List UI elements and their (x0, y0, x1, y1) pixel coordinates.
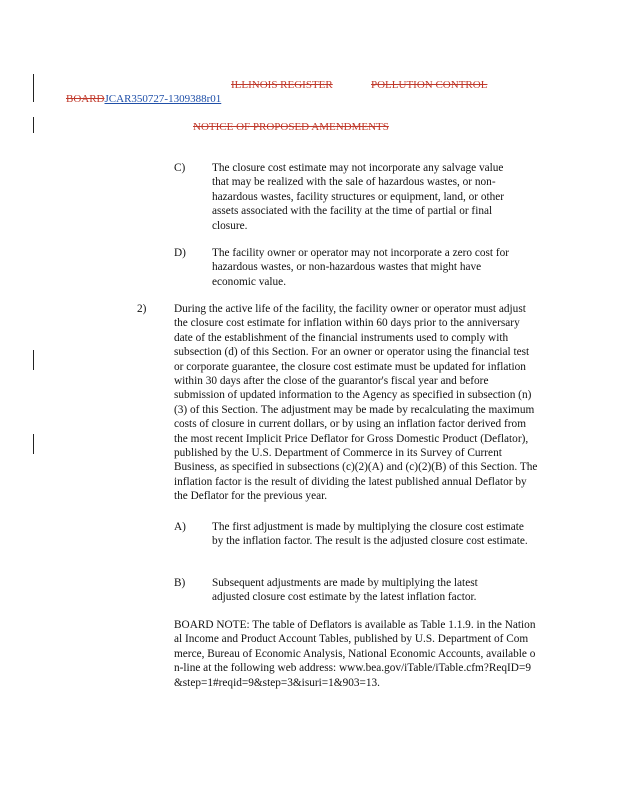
notice-title: NOTICE OF PROPOSED AMENDMENTS (193, 121, 389, 133)
change-bar (33, 117, 34, 133)
board-deleted-text: BOARD (66, 93, 105, 105)
paragraph-2-label: 2) (137, 303, 147, 315)
item-b-label: B) (174, 577, 186, 589)
item-a-text: The first adjustment is made by multiplying the closure cost estimate by the inflation factor. The result is the adjusted closure cost estimate. (212, 521, 528, 548)
item-d-label: D) (174, 247, 186, 259)
register-header (231, 79, 333, 91)
document-id-line (66, 93, 221, 105)
change-bar (33, 74, 34, 102)
jcar-inserted-text: JCAR350727-1309388r01 (104, 93, 222, 105)
illinois-register-title: ILLINOIS REGISTER (231, 79, 333, 91)
item-d-text: The facility owner or operator may not incorporate a zero cost for hazardous wastes, or non-hazardous wastes that might have economic value. (212, 247, 510, 288)
change-bar (33, 434, 34, 454)
item-a-label: A) (174, 521, 186, 533)
item-c-label: C) (174, 162, 186, 174)
notice-heading (193, 121, 389, 133)
board-note: BOARD NOTE: The table of Deflators is available as Table 1.1.9. in the National Income and Product Account Tables, published by U.S. Department of Commerce, Bureau of Economic Analysis, National Economic Accounts, available on-line at the following web address: www.bea.gov/iTable/iTable.cfm?ReqID=9&step=1#reqid=9&step=3&isuri=1&903=13. (174, 619, 536, 689)
item-c-text: The closure cost estimate may not incorporate any salvage value that may be realized with the sale of hazardous wastes, or non-hazardous wastes, facility structures or equipment, land, or other assets associated with the facility at the time of partial or final closure. (212, 162, 505, 232)
agency-header (371, 79, 487, 91)
paragraph-2-text: During the active life of the facility, the facility owner or operator must adjust the closure cost estimate for inflation within 60 days prior to the anniversary date of the establishment of the financial instruments used to comply with subsection (d) of this Section. For an owner or operator using the financial test or corporate guarantee, the closure cost estimate must be updated for inflation within 30 days after the close of the guarantor's fiscal year and before submission of updated information to the Agency as specified in subsection (n)(3) of this Section. The adjustment may be made by recalculating the maximum costs of closure in current dollars, or by using an inflation factor derived from the most recent Implicit Price Deflator for Gross Domestic Product (Deflator), published by the U.S. Department of Commerce in its Survey of Current Business, as specified in subsections (c)(2)(A) and (c)(2)(B) of this Section. The inflation factor is the result of dividing the latest published annual Deflator by the Deflator for the previous year. (174, 303, 538, 503)
item-b-text: Subsequent adjustments are made by multiplying the latest adjusted closure cost estimate by the latest inflation factor. (212, 577, 478, 604)
change-bar (33, 350, 34, 370)
pollution-control-title: POLLUTION CONTROL (371, 79, 488, 91)
